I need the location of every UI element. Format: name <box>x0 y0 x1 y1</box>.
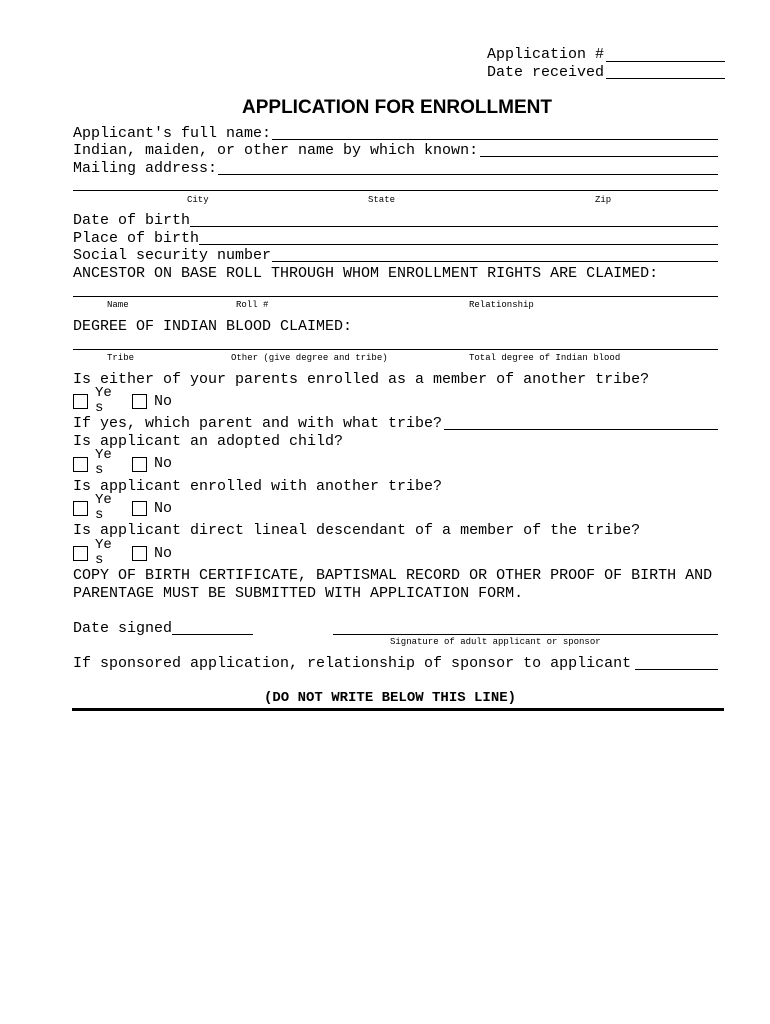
sponsor-relationship-label: If sponsored application, relationship of sponsor to applicant <box>73 655 632 672</box>
blood-heading: DEGREE OF INDIAN BLOOD CLAIMED: <box>73 318 353 335</box>
q4-yes-checkbox[interactable] <box>73 546 88 561</box>
ancestor-relationship-caption: Relationship <box>469 300 534 310</box>
mailing-address-label: Mailing address: <box>73 160 218 177</box>
signature-caption: Signature of adult applicant or sponsor <box>390 637 601 647</box>
parent-tribe-label: If yes, which parent and with what tribe? <box>73 415 443 432</box>
ssn-field[interactable] <box>272 261 718 262</box>
ancestor-line[interactable] <box>73 296 718 297</box>
mailing-address-field[interactable] <box>218 174 718 175</box>
q2-no-label: No <box>154 455 173 472</box>
date-signed-label: Date signed <box>73 620 173 637</box>
full-name-label: Applicant's full name: <box>73 125 272 142</box>
q4-no-checkbox[interactable] <box>132 546 147 561</box>
signature-line[interactable] <box>333 634 718 635</box>
date-received-field[interactable] <box>606 78 725 79</box>
date-of-birth-label: Date of birth <box>73 212 191 229</box>
address-line-2[interactable] <box>73 190 718 191</box>
blood-other-caption: Other (give degree and tribe) <box>231 353 388 363</box>
ancestor-name-caption: Name <box>107 300 129 310</box>
q3-yes-label: Yes <box>95 492 112 523</box>
q4-no-label: No <box>154 545 173 562</box>
other-name-label: Indian, maiden, or other name by which known: <box>73 142 479 159</box>
blood-total-caption: Total degree of Indian blood <box>469 353 621 363</box>
form-title: APPLICATION FOR ENROLLMENT <box>242 97 552 118</box>
application-number-field[interactable] <box>606 61 725 62</box>
date-received-label: Date received <box>487 64 605 81</box>
blood-tribe-caption: Tribe <box>107 353 135 363</box>
q2-yes-checkbox[interactable] <box>73 457 88 472</box>
date-of-birth-field[interactable] <box>190 226 718 227</box>
city-caption: City <box>187 195 209 205</box>
other-name-field[interactable] <box>480 156 718 157</box>
zip-caption: Zip <box>595 195 612 205</box>
application-number-label: Application # <box>487 46 605 63</box>
birth-proof-notice-line2: PARENTAGE MUST BE SUBMITTED WITH APPLICATION FORM. <box>73 585 524 602</box>
bottom-rule <box>72 708 724 711</box>
q2-no-checkbox[interactable] <box>132 457 147 472</box>
q3-no-checkbox[interactable] <box>132 501 147 516</box>
state-caption: State <box>368 195 396 205</box>
birth-proof-notice-line1: COPY OF BIRTH CERTIFICATE, BAPTISMAL RECORD OR OTHER PROOF OF BIRTH AND <box>73 567 713 584</box>
place-of-birth-field[interactable] <box>199 244 718 245</box>
q1-yes-checkbox[interactable] <box>73 394 88 409</box>
ancestor-heading: ANCESTOR ON BASE ROLL THROUGH WHOM ENROLLMENT RIGHTS ARE CLAIMED: <box>73 265 659 282</box>
question-parents-enrolled: Is either of your parents enrolled as a member of another tribe? <box>73 371 650 388</box>
do-not-write-note: (DO NOT WRITE BELOW THIS LINE) <box>264 690 517 706</box>
question-lineal-descendant: Is applicant direct lineal descendant of a member of the tribe? <box>73 522 641 539</box>
parent-tribe-field[interactable] <box>444 429 718 430</box>
q1-no-checkbox[interactable] <box>132 394 147 409</box>
q4-yes-label: Yes <box>95 537 112 568</box>
sponsor-relationship-field[interactable] <box>635 669 718 670</box>
q1-no-label: No <box>154 393 173 410</box>
ssn-label: Social security number <box>73 247 272 264</box>
q3-no-label: No <box>154 500 173 517</box>
q2-yes-label: Yes <box>95 447 112 478</box>
question-other-tribe: Is applicant enrolled with another tribe? <box>73 478 443 495</box>
ancestor-roll-caption: Roll # <box>236 300 269 310</box>
place-of-birth-label: Place of birth <box>73 230 200 247</box>
q3-yes-checkbox[interactable] <box>73 501 88 516</box>
date-signed-field[interactable] <box>172 634 253 635</box>
question-adopted: Is applicant an adopted child? <box>73 433 344 450</box>
blood-line[interactable] <box>73 349 718 350</box>
full-name-field[interactable] <box>272 139 718 140</box>
q1-yes-label: Yes <box>95 385 112 416</box>
